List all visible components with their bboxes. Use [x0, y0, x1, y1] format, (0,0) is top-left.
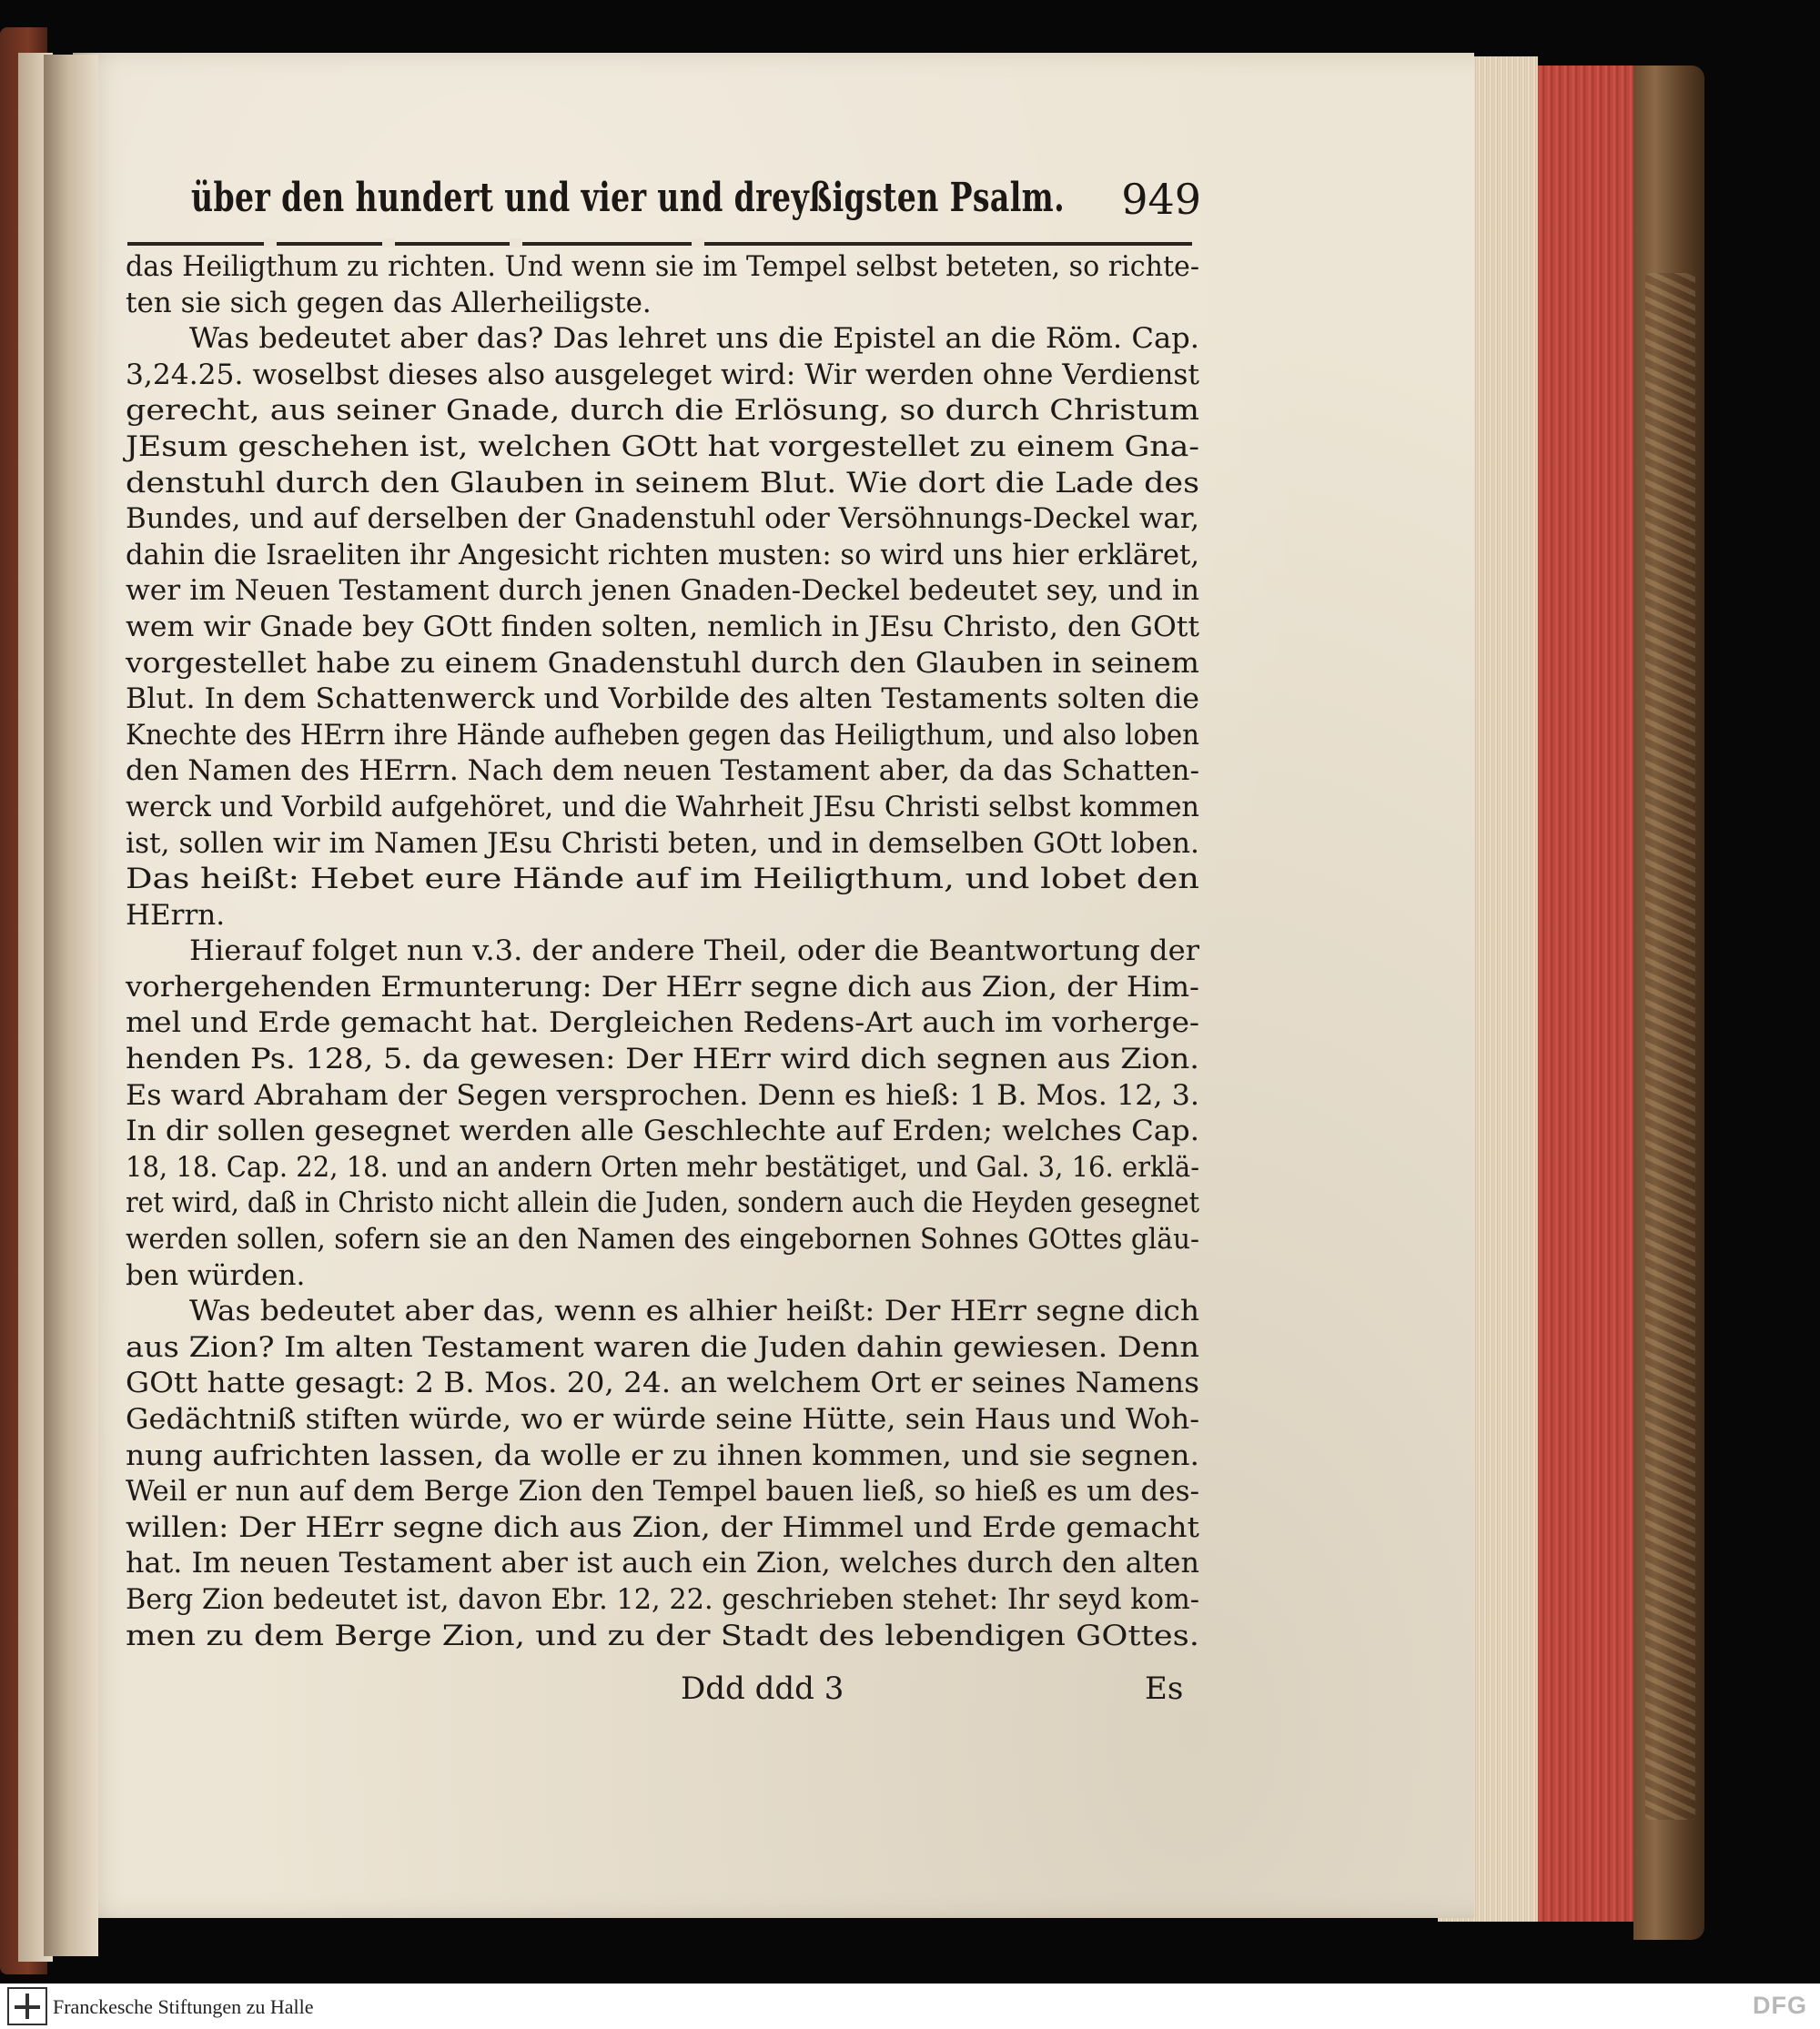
footer-bar: [0, 1984, 1820, 2029]
text-line: [126, 898, 1199, 934]
text-line-content: Gedächtniß stiften würde, wo er würde seine Hütte, sein Haus und Woh-: [126, 1403, 1199, 1436]
text-line-content: In dir sollen gesegnet werden alle Geschlechte auf Erden; welches Cap.: [126, 1115, 1199, 1148]
rule-break: [382, 238, 395, 247]
page-number: 949: [1121, 175, 1201, 224]
text-line-content: 18, 18. Cap. 22, 18. und an andern Orten mehr bestätiget, und Gal. 3, 16. erklä-: [126, 1150, 1199, 1184]
catchword: Es: [1145, 1671, 1184, 1707]
text-line: [126, 1005, 1199, 1042]
text-line-content: vorhergehenden Ermunterung: Der HErr segne dich aus Zion, der Him-: [126, 970, 1199, 1004]
running-head: [191, 175, 1201, 238]
text-line: [126, 466, 1199, 502]
text-line-content: dahin die Israeliten ihr Angesicht richten musten: so wird uns hier erkläret,: [126, 538, 1199, 571]
text-line-content: Berg Zion bedeutet ist, davon Ebr. 12, 22. geschrieben stehet: Ihr seyd kom-: [126, 1582, 1199, 1616]
text-line-content: men zu dem Berge Zion, und zu der Stadt des lebendigen GOttes.: [126, 1619, 1199, 1652]
text-line-content: Was bedeutet aber das, wenn es alhier heißt: Der HErr segne dich: [189, 1295, 1199, 1328]
text-line: [126, 501, 1199, 538]
red-page-edge: [1538, 66, 1638, 1922]
text-line: [126, 1258, 1199, 1295]
text-line: [126, 1078, 1199, 1115]
text-line-content: GOtt hatte gesagt: 2 B. Mos. 20, 24. an welchem Ort er seines Namens: [126, 1367, 1199, 1400]
text-line-content: ist, sollen wir im Namen JEsu Christi beten, und in demselben GOtt loben.: [126, 826, 1199, 860]
text-line-content: 3,24.25. woselbst dieses also ausgeleget wird: Wir werden ohne Verdienst: [126, 358, 1199, 391]
text-line-content: JEsum geschehen ist, welchen GOtt hat vorgestellet zu einem Gna-: [126, 429, 1199, 463]
text-line-content: denstuhl durch den Glauben in seinem Blut. Wie dort die Lade des: [126, 466, 1199, 500]
text-line-content: nung aufrichten lassen, da wolle er zu ihnen kommen, und sie segnen.: [126, 1438, 1199, 1472]
text-line: [126, 1619, 1199, 1655]
text-line-content: Hierauf folget nun v.3. der andere Theil, oder die Beantwortung der: [189, 934, 1199, 968]
text-line: [126, 1330, 1199, 1367]
text-line-content: mel und Erde gemacht hat. Dergleichen Redens-Art auch im vorherge-: [126, 1006, 1199, 1040]
text-line-content: HErrn.: [126, 898, 226, 932]
text-line-content: gerecht, aus seiner Gnade, durch die Erlösung, so durch Christum: [126, 394, 1199, 428]
head-rule: [127, 242, 1192, 246]
text-line: [126, 321, 1199, 358]
text-line: [126, 1510, 1199, 1547]
text-line-content: Knechte des HErrn ihre Hände aufheben gegen das Heiligthum, und also loben: [126, 718, 1199, 752]
institution-name[interactable]: Franckesche Stiftungen zu Halle: [53, 1995, 314, 2018]
text-line-content: Es ward Abraham der Segen versprochen. Denn es hieß: 1 B. Mos. 12, 3.: [126, 1078, 1199, 1112]
text-line-content: das Heiligthum zu richten. Und wenn sie im Tempel selbst beteten, so richte-: [126, 250, 1199, 283]
text-line: [126, 681, 1199, 718]
text-line: [126, 934, 1199, 970]
institution-logo-icon[interactable]: [7, 1987, 47, 2025]
text-line: [126, 1150, 1199, 1186]
text-line-content: Was bedeutet aber das? Das lehret uns die Epistel an die Röm. Cap.: [189, 322, 1199, 356]
text-line-content: ben würden.: [126, 1258, 306, 1292]
text-line-content: Bundes, und auf derselben der Gnadenstuhl oder Versöhnungs-Deckel war,: [126, 502, 1199, 536]
text-line: [126, 249, 1199, 286]
text-line: [126, 1186, 1199, 1222]
text-line: [126, 1402, 1199, 1438]
rule-break: [692, 238, 704, 247]
text-line: [126, 1042, 1199, 1078]
text-line: [126, 1546, 1199, 1582]
cover-marbling: [1645, 273, 1695, 1820]
body-text: [126, 249, 1199, 1654]
text-line: [126, 538, 1199, 574]
text-line-content: ten sie sich gegen das Allerheiligste.: [126, 286, 652, 319]
text-line: [126, 970, 1199, 1006]
text-line: [126, 1114, 1199, 1150]
signature-mark: Ddd ddd 3: [681, 1671, 844, 1707]
text-line: [126, 753, 1199, 790]
text-line-content: willen: Der HErr segne dich aus Zion, der Himmel und Erde gemacht: [126, 1510, 1199, 1544]
text-line: [126, 1474, 1199, 1510]
text-line-content: Das heißt: Hebet eure Hände auf im Heiligthum, und lobet den: [126, 863, 1199, 896]
text-line: [126, 610, 1199, 646]
text-line: [126, 358, 1199, 394]
text-line-content: vorgestellet habe zu einem Gnadenstuhl durch den Glauben in seinem: [126, 646, 1199, 680]
text-line-content: ret wird, daß in Christo nicht allein die Juden, sondern auch die Heyden gesegnet: [126, 1186, 1199, 1220]
text-line-content: Blut. In dem Schattenwerck und Vorbilde des alten Testaments solten die: [126, 682, 1200, 716]
text-line: [126, 1438, 1199, 1475]
text-line: [126, 718, 1199, 754]
text-line: [126, 1366, 1199, 1402]
dfg-logo: DFG: [1753, 1992, 1807, 2019]
text-line-content: Weil er nun auf dem Berge Zion den Tempel bauen ließ, so hieß es um des-: [126, 1475, 1199, 1509]
text-line-content: den Namen des HErrn. Nach dem neuen Testament aber, da das Schatten-: [126, 754, 1199, 788]
text-line: [126, 286, 1199, 322]
text-line: [126, 862, 1199, 898]
text-line: [126, 790, 1199, 826]
text-line: [126, 573, 1199, 610]
text-line: [126, 393, 1199, 429]
text-line-content: hat. Im neuen Testament aber ist auch ein Zion, welches durch den alten: [126, 1547, 1199, 1580]
text-line: [126, 1582, 1199, 1619]
text-line: [126, 429, 1199, 466]
text-line-content: henden Ps. 128, 5. da gewesen: Der HErr wird dich segnen aus Zion.: [126, 1043, 1199, 1076]
rule-break: [510, 238, 522, 247]
text-line-content: wer im Neuen Testament durch jenen Gnaden-Deckel bedeutet sey, und in: [126, 574, 1199, 608]
rule-break: [264, 238, 277, 247]
text-line: [126, 1222, 1199, 1258]
text-line: [126, 646, 1199, 682]
text-line-content: werck und Vorbild aufgehöret, und die Wahrheit JEsu Christi selbst kommen: [126, 790, 1199, 823]
text-line-content: werden sollen, sofern sie an den Namen des eingebornen Sohnes GOttes gläu-: [126, 1223, 1199, 1257]
book-gutter: [44, 55, 98, 1956]
text-line: [126, 826, 1199, 863]
running-head-title: über den hundert und vier und dreyßigsten Psalm.: [191, 175, 1065, 221]
text-line-content: wem wir Gnade bey GOtt finden solten, nemlich in JEsu Christo, den GOtt: [126, 610, 1199, 643]
text-line-content: aus Zion? Im alten Testament waren die Juden dahin gewiesen. Denn: [126, 1330, 1199, 1364]
text-line: [126, 1294, 1199, 1330]
